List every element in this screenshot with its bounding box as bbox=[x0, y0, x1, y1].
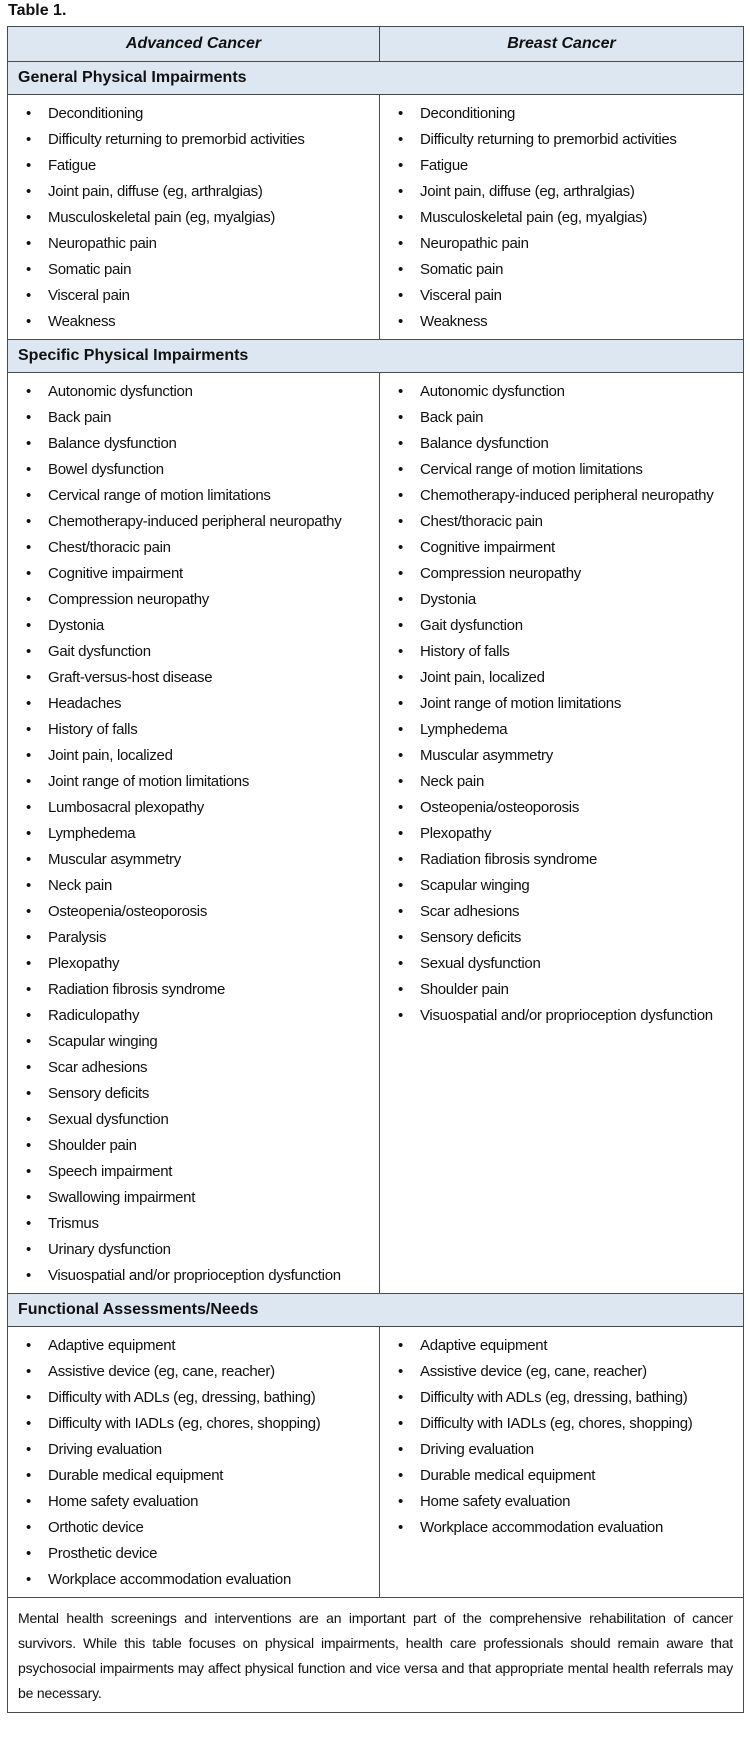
breast-cancer-cell bbox=[380, 1327, 744, 1598]
list-item: • Musculoskeletal pain (eg, myalgias) bbox=[380, 205, 743, 231]
list-item: • Urinary dysfunction bbox=[8, 1237, 379, 1263]
list-item: • Sensory deficits bbox=[8, 1081, 379, 1107]
list-item: • Assistive device (eg, cane, reacher) bbox=[8, 1359, 379, 1385]
list-item: • Workplace accommodation evaluation bbox=[8, 1567, 379, 1593]
list-item: • Joint pain, localized bbox=[380, 665, 743, 691]
list-item: • Back pain bbox=[8, 405, 379, 431]
section-row-specific bbox=[8, 340, 744, 373]
section-content-row bbox=[8, 373, 744, 1294]
bullet-list bbox=[8, 1327, 379, 1597]
list-item: • Joint pain, localized bbox=[8, 743, 379, 769]
list-item: • Adaptive equipment bbox=[8, 1333, 379, 1359]
advanced-cancer-cell bbox=[8, 95, 380, 340]
table-footnote: Mental health screenings and interventions are an important part of the comprehensive rehabilitation of cancer survivors. While this table focuses on physical impairments, health care professionals should remain aware that psychosocial impairments may affect physical function and vice versa and that appropriate mental health referrals may be necessary. bbox=[8, 1598, 744, 1713]
list-item: • Durable medical equipment bbox=[8, 1463, 379, 1489]
list-item: • Gait dysfunction bbox=[380, 613, 743, 639]
list-item: • Back pain bbox=[380, 405, 743, 431]
list-item: • Visuospatial and/or proprioception dysfunction bbox=[380, 1003, 743, 1029]
list-item: • Bowel dysfunction bbox=[8, 457, 379, 483]
list-item: • Headaches bbox=[8, 691, 379, 717]
list-item: • Osteopenia/osteoporosis bbox=[8, 899, 379, 925]
section-title-general-physical-impairments: General Physical Impairments bbox=[8, 62, 744, 95]
list-item: • Cognitive impairment bbox=[8, 561, 379, 587]
list-item: • Scar adhesions bbox=[380, 899, 743, 925]
list-item: • Difficulty returning to premorbid activities bbox=[380, 127, 743, 153]
list-item: • Neck pain bbox=[8, 873, 379, 899]
list-item: • Shoulder pain bbox=[380, 977, 743, 1003]
list-item: • Shoulder pain bbox=[8, 1133, 379, 1159]
list-item: • Scapular winging bbox=[380, 873, 743, 899]
breast-cancer-cell bbox=[380, 95, 744, 340]
list-item: • History of falls bbox=[8, 717, 379, 743]
list-item: • Prosthetic device bbox=[8, 1541, 379, 1567]
list-item: • Joint pain, diffuse (eg, arthralgias) bbox=[380, 179, 743, 205]
bullet-list bbox=[8, 95, 379, 339]
list-item: • Sexual dysfunction bbox=[380, 951, 743, 977]
list-item: • Adaptive equipment bbox=[380, 1333, 743, 1359]
table-header-row bbox=[8, 27, 744, 62]
list-item: • Chest/thoracic pain bbox=[8, 535, 379, 561]
list-item: • Compression neuropathy bbox=[380, 561, 743, 587]
section-title-specific-physical-impairments: Specific Physical Impairments bbox=[8, 340, 744, 373]
list-item: • Joint pain, diffuse (eg, arthralgias) bbox=[8, 179, 379, 205]
footnote-row bbox=[8, 1598, 744, 1713]
list-item: • Durable medical equipment bbox=[380, 1463, 743, 1489]
list-item: • Muscular asymmetry bbox=[8, 847, 379, 873]
list-item: • Visuospatial and/or proprioception dysfunction bbox=[8, 1263, 379, 1289]
section-content-row bbox=[8, 95, 744, 340]
list-item: • Graft-versus-host disease bbox=[8, 665, 379, 691]
list-item: • Difficulty with IADLs (eg, chores, shopping) bbox=[380, 1411, 743, 1437]
list-item: • Chemotherapy-induced peripheral neuropathy bbox=[8, 509, 379, 535]
list-item: • Neuropathic pain bbox=[380, 231, 743, 257]
list-item: • Difficulty with ADLs (eg, dressing, bathing) bbox=[8, 1385, 379, 1411]
advanced-cancer-cell bbox=[8, 1327, 380, 1598]
list-item: • Scar adhesions bbox=[8, 1055, 379, 1081]
list-item: • Somatic pain bbox=[380, 257, 743, 283]
list-item: • Orthotic device bbox=[8, 1515, 379, 1541]
list-item: • Deconditioning bbox=[8, 101, 379, 127]
list-item: • Radiculopathy bbox=[8, 1003, 379, 1029]
list-item: • Weakness bbox=[8, 309, 379, 335]
list-item: • Chemotherapy-induced peripheral neuropathy bbox=[380, 483, 743, 509]
list-item: • Joint range of motion limitations bbox=[8, 769, 379, 795]
list-item: • Muscular asymmetry bbox=[380, 743, 743, 769]
list-item: • Dystonia bbox=[8, 613, 379, 639]
list-item: • Joint range of motion limitations bbox=[380, 691, 743, 717]
bullet-list bbox=[8, 373, 379, 1293]
list-item: • Somatic pain bbox=[8, 257, 379, 283]
list-item: • Fatigue bbox=[380, 153, 743, 179]
section-row-functional bbox=[8, 1294, 744, 1327]
list-item: • Speech impairment bbox=[8, 1159, 379, 1185]
list-item: • Plexopathy bbox=[380, 821, 743, 847]
list-item: • Sensory deficits bbox=[380, 925, 743, 951]
section-title-functional-assessments: Functional Assessments/Needs bbox=[8, 1294, 744, 1327]
bullet-list bbox=[380, 95, 743, 339]
list-item: • Dystonia bbox=[380, 587, 743, 613]
list-item: • Deconditioning bbox=[380, 101, 743, 127]
list-item: • Lymphedema bbox=[8, 821, 379, 847]
bullet-list bbox=[380, 373, 743, 1033]
list-item: • Fatigue bbox=[8, 153, 379, 179]
list-item: • Gait dysfunction bbox=[8, 639, 379, 665]
list-item: • Radiation fibrosis syndrome bbox=[380, 847, 743, 873]
list-item: • Lumbosacral plexopathy bbox=[8, 795, 379, 821]
list-item: • Difficulty returning to premorbid activities bbox=[8, 127, 379, 153]
list-item: • Musculoskeletal pain (eg, myalgias) bbox=[8, 205, 379, 231]
bullet-list bbox=[380, 1327, 743, 1545]
list-item: • Driving evaluation bbox=[380, 1437, 743, 1463]
list-item: • Sexual dysfunction bbox=[8, 1107, 379, 1133]
list-item: • Trismus bbox=[8, 1211, 379, 1237]
list-item: • Autonomic dysfunction bbox=[380, 379, 743, 405]
list-item: • Difficulty with IADLs (eg, chores, shopping) bbox=[8, 1411, 379, 1437]
list-item: • Compression neuropathy bbox=[8, 587, 379, 613]
list-item: • Paralysis bbox=[8, 925, 379, 951]
list-item: • Home safety evaluation bbox=[380, 1489, 743, 1515]
breast-cancer-cell bbox=[380, 373, 744, 1294]
list-item: • Neck pain bbox=[380, 769, 743, 795]
list-item: • Balance dysfunction bbox=[380, 431, 743, 457]
list-item: • Weakness bbox=[380, 309, 743, 335]
list-item: • Visceral pain bbox=[380, 283, 743, 309]
section-content-row bbox=[8, 1327, 744, 1598]
list-item: • Radiation fibrosis syndrome bbox=[8, 977, 379, 1003]
list-item: • Driving evaluation bbox=[8, 1437, 379, 1463]
table-caption: Table 1. bbox=[8, 2, 67, 19]
list-item: • Visceral pain bbox=[8, 283, 379, 309]
list-item: • Difficulty with ADLs (eg, dressing, bathing) bbox=[380, 1385, 743, 1411]
advanced-cancer-cell bbox=[8, 373, 380, 1294]
list-item: • Balance dysfunction bbox=[8, 431, 379, 457]
list-item: • Autonomic dysfunction bbox=[8, 379, 379, 405]
list-item: • Chest/thoracic pain bbox=[380, 509, 743, 535]
list-item: • Assistive device (eg, cane, reacher) bbox=[380, 1359, 743, 1385]
list-item: • Cervical range of motion limitations bbox=[8, 483, 379, 509]
list-item: • Osteopenia/osteoporosis bbox=[380, 795, 743, 821]
list-item: • Lymphedema bbox=[380, 717, 743, 743]
list-item: • Home safety evaluation bbox=[8, 1489, 379, 1515]
list-item: • Swallowing impairment bbox=[8, 1185, 379, 1211]
list-item: • Plexopathy bbox=[8, 951, 379, 977]
impairments-table bbox=[7, 26, 744, 1713]
section-row-general bbox=[8, 62, 744, 95]
list-item: • Cervical range of motion limitations bbox=[380, 457, 743, 483]
list-item: • Scapular winging bbox=[8, 1029, 379, 1055]
list-item: • Neuropathic pain bbox=[8, 231, 379, 257]
list-item: • Workplace accommodation evaluation bbox=[380, 1515, 743, 1541]
list-item: • Cognitive impairment bbox=[380, 535, 743, 561]
column-header-breast-cancer: Breast Cancer bbox=[380, 27, 744, 62]
list-item: • History of falls bbox=[380, 639, 743, 665]
column-header-advanced-cancer: Advanced Cancer bbox=[8, 27, 380, 62]
